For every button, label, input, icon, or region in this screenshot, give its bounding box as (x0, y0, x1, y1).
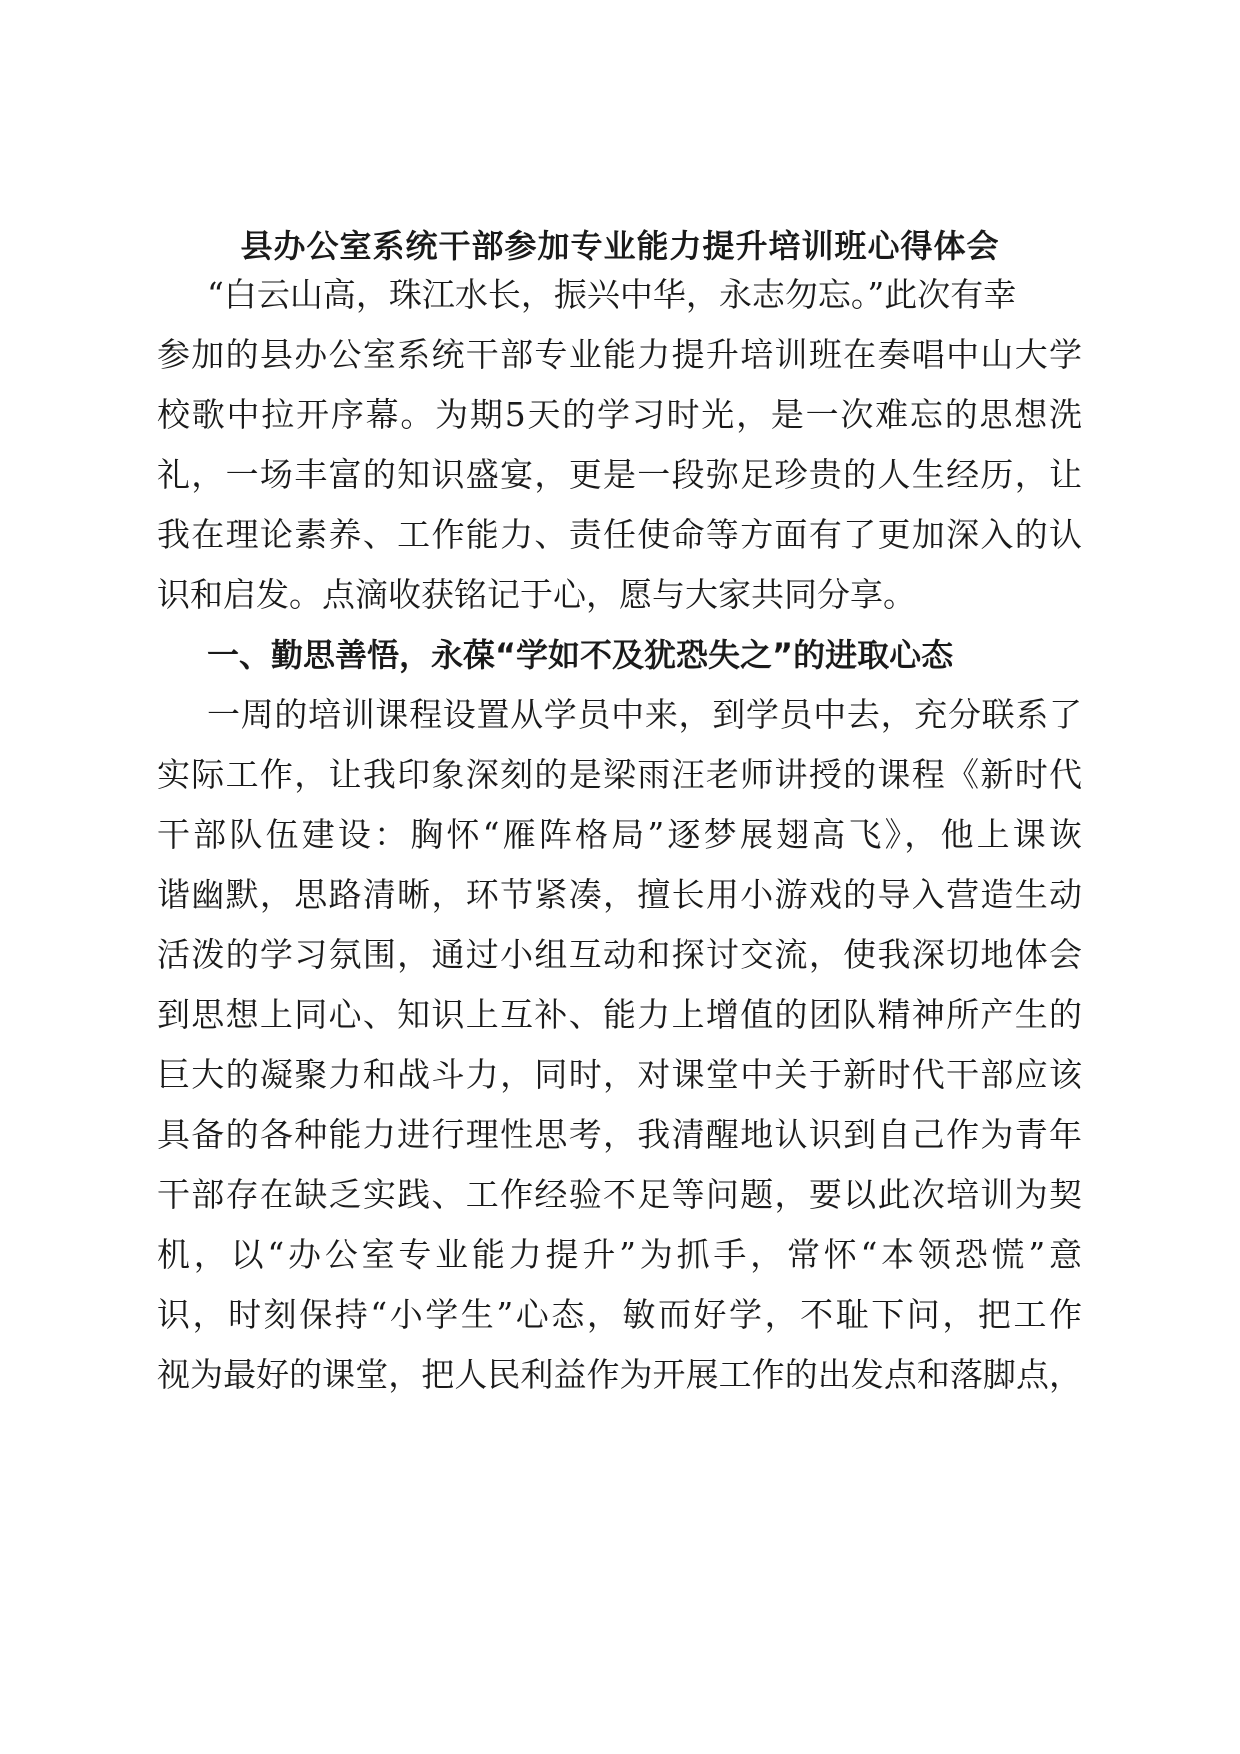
paragraph-1-line-5: 我在理论素养、工作能力、责任使命等方面有了更加深入的认 (157, 515, 1082, 554)
paragraph-1-line-2: 参加的县办公室系统干部专业能力提升培训班在奏唱中山大学 (157, 335, 1082, 374)
paragraph-2-line-9: 干部存在缺乏实践、工作经验不足等问题，要以此次培训为契 (157, 1175, 1082, 1214)
paragraph-2-line-3: 干部队伍建设：胸怀“雁阵格局”逐梦展翅高飞》，他上课诙 (157, 815, 1082, 854)
paragraph-1-line-3: 校歌中拉开序幕。为期5天的学习时光，是一次难忘的思想洗 (157, 395, 1082, 434)
paragraph-2-line-10: 机，以“办公室专业能力提升”为抓手，常怀“本领恐慌”意 (157, 1235, 1082, 1274)
paragraph-2-line-12: 视为最好的课堂，把人民利益作为开展工作的出发点和落脚点， (157, 1355, 1082, 1394)
section-heading-1: 一、勤思善悟，永葆“学如不及犹恐失之”的进取心态 (207, 636, 954, 674)
paragraph-2-line-5: 活泼的学习氛围，通过小组互动和探讨交流，使我深切地体会 (157, 935, 1082, 974)
paragraph-2-line-4: 谐幽默，思路清晰，环节紧凑，擅长用小游戏的导入营造生动 (157, 875, 1082, 914)
paragraph-2-line-6: 到思想上同心、知识上互补、能力上增值的团队精神所产生的 (157, 995, 1082, 1034)
paragraph-1-line-6: 识和启发。点滴收获铭记于心，愿与大家共同分享。 (157, 575, 916, 614)
paragraph-2-line-11: 识，时刻保持“小学生”心态，敏而好学，不耻下问，把工作 (157, 1295, 1082, 1334)
paragraph-2-line-8: 具备的各种能力进行理性思考，我清醒地认识到自己作为青年 (157, 1115, 1082, 1154)
paragraph-2-line-7: 巨大的凝聚力和战斗力，同时，对课堂中关于新时代干部应该 (157, 1055, 1082, 1094)
document-title: 县办公室系统干部参加专业能力提升培训班心得体会 (240, 227, 1000, 265)
paragraph-2-line-1: 一周的培训课程设置从学员中来，到学员中去，充分联系了 (207, 695, 1082, 734)
paragraph-2-line-2: 实际工作，让我印象深刻的是梁雨汪老师讲授的课程《新时代 (157, 755, 1082, 794)
paragraph-1-line-4: 礼，一场丰富的知识盛宴，更是一段弥足珍贵的人生经历，让 (157, 455, 1082, 494)
paragraph-1-line-1: “白云山高，珠江水长，振兴中华，永志勿忘。”此次有幸 (207, 275, 1017, 314)
